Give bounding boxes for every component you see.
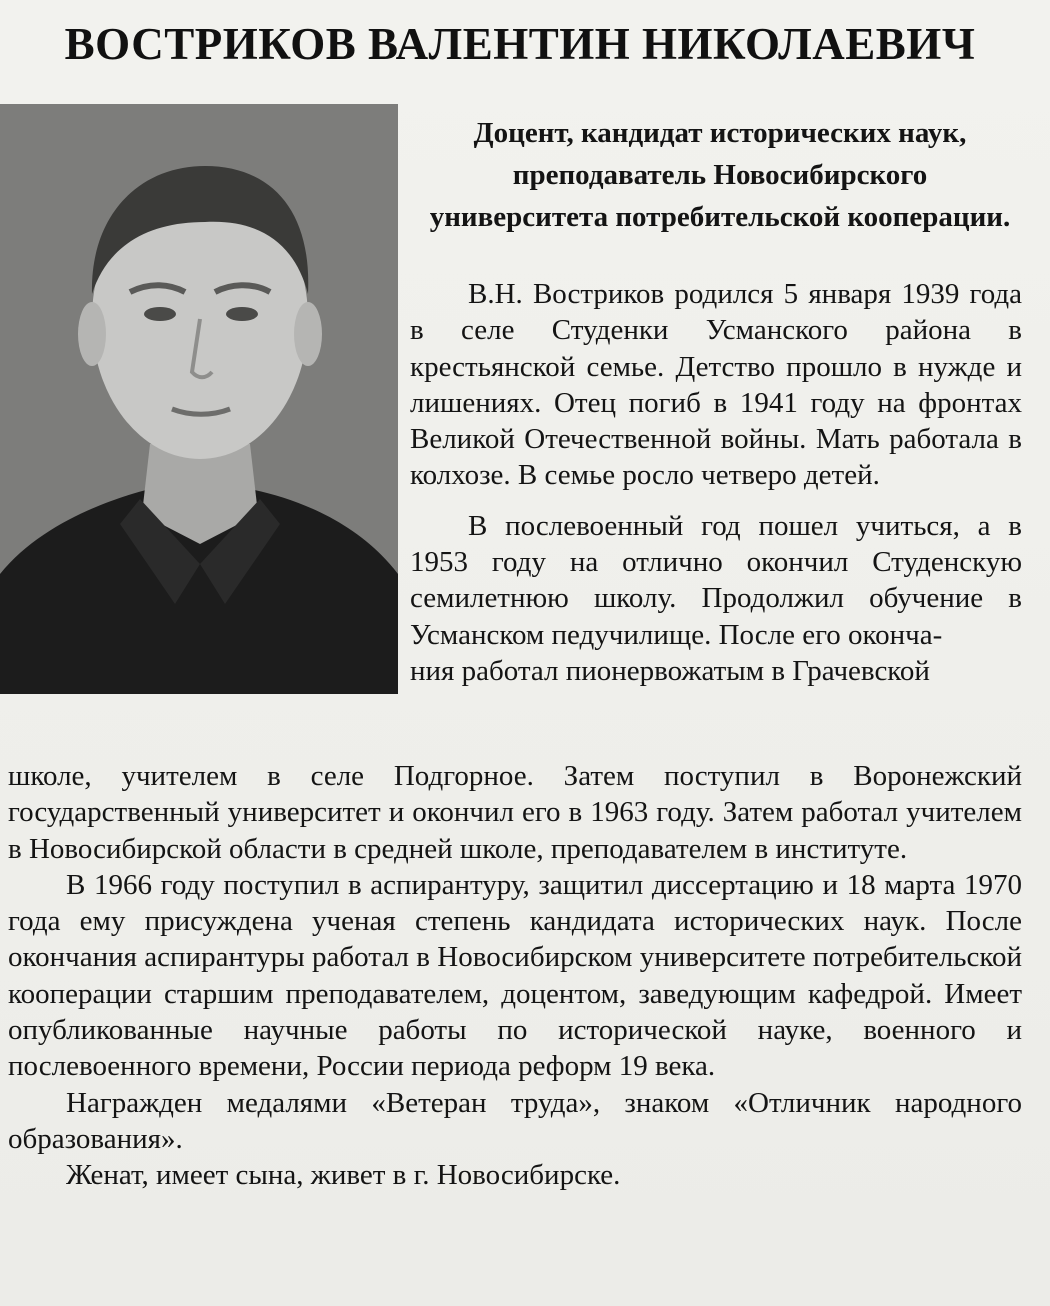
paragraph-awards: Награжден медалями «Ветеран труда», знаком «Отличник народного образования». [8, 1086, 1022, 1155]
paragraph-education-line: ния работал пионервожатым в Грачевской [410, 654, 930, 687]
paragraph-education-continued: школе, учителем в селе Подгорное. Затем поступил в Воронежский государственный университет и окончил его в 1963 году. Затем работал учителем в Новосибирской области в средней школе, преподавателем в институте. [8, 760, 1022, 865]
portrait-photo [0, 104, 398, 694]
text-full-width [8, 758, 1022, 1194]
paragraph-family: Женат, имеет сына, живет в г. Новосибирске. [66, 1159, 621, 1192]
paragraph-education-start: В послевоенный год пошел учиться, а в 1953 году на отлично окончил Студенскую семилетнюю школу. Продолжил обучение в Усманском педучилище. После его оконча- [410, 509, 1022, 651]
page-title: ВОСТРИКОВ ВАЛЕНТИН НИКОЛАЕВИЧ [64, 19, 976, 69]
paragraph-career: В 1966 году поступил в аспирантуру, защитил диссертацию и 18 марта 1970 года ему присуждена ученая степень кандидата исторических наук. После окончания аспирантуры работал в Новосибирском университете потребительской кооперации старшим преподавателем, доцентом, заведующим кафедрой. Имеет опубликованные научные работы по исторической науке, военного и послевоенного времени, России периода реформ 19 века. [8, 868, 1022, 1083]
paragraph-birth: В.Н. Востриков родился 5 января 1939 года в селе Студенки Усманского района в крестьянской семье. Детство прошло в нужде и лишениях. Отец погиб в 1941 году на фронтах Великой Отечественной войны. Мать работала в колхозе. В семье росло четверо детей. [410, 278, 1022, 492]
text-column-right [410, 276, 1022, 689]
subtitle-position: Доцент, кандидат исторических наук, преподаватель Новосибирского университета потребительской кооперации. [429, 117, 1011, 233]
